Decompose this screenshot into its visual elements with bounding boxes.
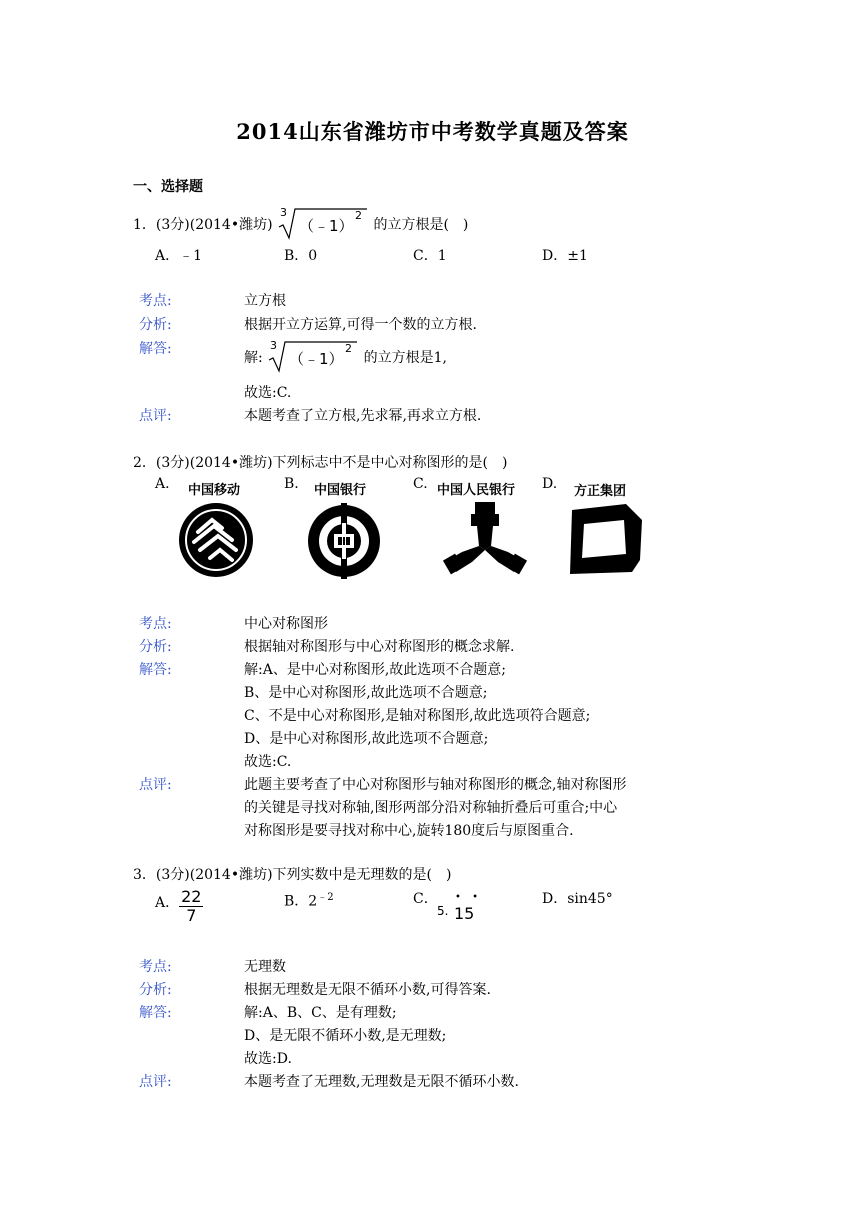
q1-option-c: C．1 (413, 248, 447, 264)
q3-dianping: 本题考查了无理数,无理数是无限不循环小数. (244, 1074, 519, 1090)
logo-label-founder-group: 方正集团 (574, 484, 627, 499)
q1-jieda-line-2: 故选:C. (244, 385, 292, 401)
q1-option-b: B．0 (284, 248, 318, 264)
radicand: （﹣1） (299, 217, 354, 235)
q3-dianping-label: 点评: (139, 1074, 172, 1090)
bank-of-china-logo-icon (306, 503, 382, 579)
q1-jieda-prefix: 解: (244, 350, 263, 366)
cube-root-expression-answer (267, 338, 359, 378)
question-3-stem: 3．(3分)(2014•潍坊)下列实数中是无理数的是( ) (133, 867, 452, 883)
page-title: 2014山东省潍坊市中考数学真题及答案 (236, 119, 629, 144)
logo-label-peoples-bank: 中国人民银行 (437, 483, 516, 498)
q2-dianping-line: 的关键是寻找对称轴,图形两部分沿对称轴折叠后可重合;中心 (244, 800, 618, 816)
q1-kaodian: 立方根 (244, 293, 286, 309)
section-heading: 一、选择题 (133, 179, 203, 195)
q2-jieda-line: D、是中心对称图形,故此选项不合题意; (244, 731, 489, 747)
q2-option-a: A. (155, 476, 170, 492)
logo-label-bank-of-china: 中国银行 (314, 483, 367, 498)
q2-fenxi-label: 分析: (139, 639, 172, 655)
q2-jieda-line: B、是中心对称图形,故此选项不合题意; (244, 685, 488, 701)
peoples-bank-logo-icon (442, 500, 528, 578)
q1-option-a: A．﹣1 (155, 248, 203, 264)
fraction-denominator: 7 (186, 906, 197, 925)
q3-kaodian: 无理数 (244, 959, 286, 975)
repeating-dots-icon: • • (455, 892, 482, 903)
radical-sign-icon (277, 205, 369, 241)
q1-jieda-line-1 (244, 338, 447, 378)
q1-dianping: 本题考查了立方根,先求幂,再求立方根. (244, 408, 482, 424)
q3-fenxi-label: 分析: (139, 982, 172, 998)
q3-option-c (413, 888, 438, 908)
q2-dianping-label: 点评: (139, 777, 172, 793)
q3-kaodian-label: 考点: (139, 959, 172, 975)
radical-sign-icon (267, 338, 359, 374)
fraction-numerator: 22 (181, 887, 202, 906)
repeating-decimal-digits: 15 (454, 904, 475, 923)
q3-option-a-label: A． (155, 895, 180, 911)
q3-fenxi: 根据无理数是无限不循环小数,可得答案. (244, 982, 491, 998)
q2-option-b: B. (284, 476, 299, 492)
radicand-exponent: 2 (345, 342, 353, 355)
q2-kaodian-label: 考点: (139, 616, 172, 632)
question-2-stem: 2．(3分)(2014•潍坊)下列标志中不是中心对称图形的是( ) (133, 455, 508, 471)
q3-option-b-exponent: ﹣2 (317, 892, 334, 903)
q3-option-b (284, 888, 334, 911)
q2-option-c: C. (413, 476, 428, 492)
q2-dianping-line: 此题主要考查了中心对称图形与轴对称图形的概念,轴对称图形 (244, 777, 627, 793)
q3-jieda-line: 故选:D. (244, 1051, 292, 1067)
radical-index: 3 (270, 339, 278, 352)
q3-jieda-label: 解答: (139, 1005, 172, 1021)
q3-option-c-label: C． (413, 891, 438, 907)
q1-jieda-label: 解答: (139, 341, 172, 357)
radicand: （﹣1） (289, 350, 344, 368)
q3-option-a (155, 888, 203, 925)
q2-option-d: D. (542, 476, 558, 492)
founder-group-logo-icon (566, 502, 644, 576)
china-mobile-logo-icon (178, 502, 254, 578)
radicand-exponent: 2 (355, 209, 363, 222)
radical-index: 3 (280, 206, 288, 219)
q1-prefix: 1．(3分)(2014•潍坊) (133, 217, 273, 233)
q3-option-b-label: B．2 (284, 893, 318, 910)
q2-jieda-line: 故选:C. (244, 754, 292, 770)
q1-suffix: 的立方根是( ) (373, 217, 469, 233)
fraction (179, 888, 203, 925)
q1-jieda-suffix: 的立方根是1, (363, 350, 447, 366)
q2-kaodian: 中心对称图形 (244, 616, 328, 632)
logo-label-china-mobile: 中国移动 (188, 483, 241, 498)
q1-fenxi-label: 分析: (139, 317, 172, 333)
q1-kaodian-label: 考点: (139, 293, 172, 309)
q2-dianping-line: 对称图形是要寻找对称中心,旋转180度后与原图重合. (244, 823, 574, 839)
q3-jieda-line: D、是无限不循环小数,是无理数; (244, 1028, 447, 1044)
repeating-decimal-integer: 5. (437, 904, 449, 918)
q2-jieda-line: C、不是中心对称图形,是轴对称图形,故此选项符合题意; (244, 708, 591, 724)
cube-root-expression (277, 205, 369, 245)
q1-fenxi: 根据开立方运算,可得一个数的立方根. (244, 317, 477, 333)
q1-option-d: D．±1 (542, 248, 588, 264)
q2-fenxi: 根据轴对称图形与中心对称图形的概念求解. (244, 639, 515, 655)
q3-jieda-line: 解:A、B、C、是有理数; (244, 1005, 397, 1021)
q3-option-d: D．sin45° (542, 891, 613, 907)
q2-jieda-label: 解答: (139, 662, 172, 678)
q2-jieda-line: 解:A、是中心对称图形,故此选项不合题意; (244, 662, 506, 678)
q1-dianping-label: 点评: (139, 408, 172, 424)
question-1-stem (133, 205, 468, 245)
